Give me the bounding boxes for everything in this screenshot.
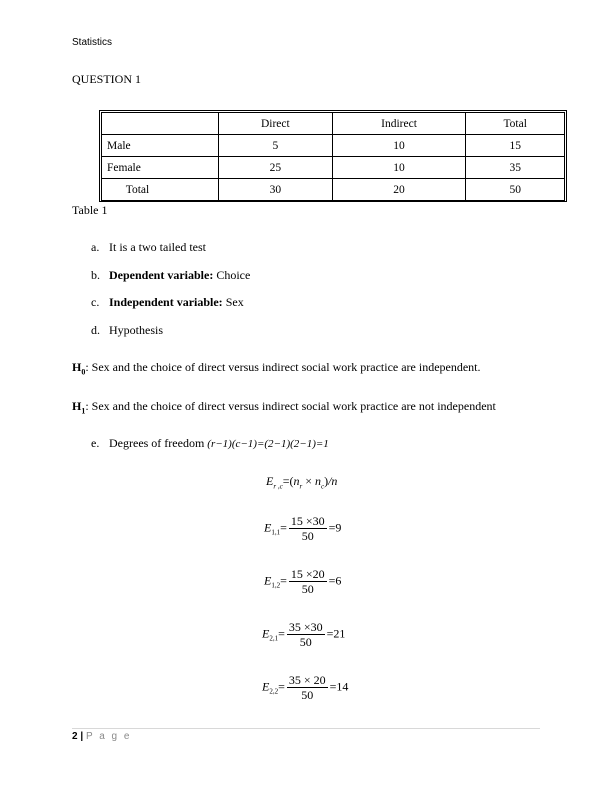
table-row-label: Female [102, 157, 219, 179]
table-cell: 15 [466, 135, 565, 157]
list-marker: d. [91, 323, 100, 337]
table-cell: 10 [332, 135, 466, 157]
list-item [91, 268, 250, 283]
fraction-numerator: 15 ×30 [290, 514, 325, 528]
null-hypothesis [72, 360, 481, 376]
fraction-denominator: 50 [301, 529, 314, 543]
table-cell: 5 [219, 135, 333, 157]
table-header-cell: Direct [219, 113, 333, 135]
list-item-text: Hypothesis [109, 323, 163, 337]
equation-fraction [287, 620, 325, 649]
fraction-numerator: 35 × 20 [288, 673, 326, 687]
expected-value-equation: $E_{2,2}=$ $\frac{35 \times 20}{50}$ =14 [262, 673, 349, 702]
list-item-text: Choice [213, 268, 251, 282]
equation-result: =21 [326, 626, 346, 641]
table-header-cell: Total [466, 113, 565, 135]
page-word: P a g e [85, 731, 132, 742]
list-marker: a. [91, 240, 100, 254]
df-formula: (r−1)(c−1)=(2−1)(2−1)=1 [207, 438, 329, 450]
fraction-numerator: 35 ×30 [288, 620, 323, 634]
formula-symbol: n [314, 474, 321, 488]
hypothesis-text: : Sex and the choice of direct versus indirect social work practice are not independent [85, 399, 496, 413]
footer-separator: | [80, 731, 84, 742]
list-item [91, 295, 244, 310]
table-header-row [102, 113, 565, 135]
page-footer [72, 731, 131, 742]
fraction-denominator: 50 [301, 582, 314, 596]
formula-subscript: r [299, 482, 303, 491]
list-marker: e. [91, 436, 100, 450]
list-item [91, 323, 163, 338]
equation-fraction [289, 514, 327, 543]
equation-subscript: 1,1 [271, 528, 281, 537]
table-row-label: Total [102, 179, 219, 201]
equation-fraction [289, 567, 327, 596]
equation-result: =14 [329, 679, 349, 694]
list-item-text: Degrees of freedom [109, 436, 205, 450]
contingency-table [99, 110, 567, 202]
hypothesis-label: H [72, 360, 82, 374]
hypothesis-subscript: 1 [81, 406, 86, 416]
table-row-label: Male [102, 135, 219, 157]
equation-symbol: E [264, 520, 272, 535]
equation-subscript: 2,2 [269, 687, 279, 696]
alternative-hypothesis [72, 399, 496, 415]
table-header-cell: Indirect [332, 113, 466, 135]
table-row [102, 179, 565, 201]
hypothesis-text: : Sex and the choice of direct versus indirect social work practice are independent. [85, 360, 481, 374]
list-item [91, 240, 206, 255]
equation-result: =6 [328, 573, 342, 588]
fraction-numerator: 15 ×20 [290, 567, 325, 581]
expected-value-equation: $E_{1,2}=$ $\frac{15 \times 20}{50}$ =6 [264, 567, 342, 596]
table-cell: 50 [466, 179, 565, 201]
list-marker: b. [91, 268, 100, 282]
formula-subscript: r ,c [273, 482, 283, 491]
list-item-label: Independent variable: [109, 295, 223, 309]
table-cell: 20 [332, 179, 466, 201]
formula-subscript: c [320, 482, 325, 491]
hypothesis-subscript: 0 [81, 367, 86, 377]
equation-symbol: E [262, 626, 270, 641]
table-header-cell [102, 113, 219, 135]
equation-symbol: E [262, 679, 270, 694]
page-header: Statistics [72, 37, 113, 48]
equation-symbol: E [264, 573, 272, 588]
hypothesis-label: H [72, 399, 82, 413]
list-item-text: Sex [222, 295, 244, 309]
formula-tail: /n [328, 474, 338, 488]
table-cell: 35 [466, 157, 565, 179]
list-marker: c. [91, 295, 100, 309]
table-cell: 10 [332, 157, 466, 179]
equation-fraction [287, 673, 328, 702]
list-item-label: Dependent variable: [109, 268, 214, 282]
fraction-denominator: 50 [301, 688, 314, 702]
table-row [102, 135, 565, 157]
footer-divider [72, 728, 540, 729]
list-item [91, 436, 329, 451]
equation-subscript: 2,1 [269, 634, 279, 643]
expected-value-equation: $E_{2,1}=$ $\frac{35 \times 30}{50}$ =21 [262, 620, 346, 649]
formula-symbol: n [293, 474, 300, 488]
formula-symbol: E [266, 474, 274, 488]
expected-formula: $E_{r ,c}=(n_r \times n_c)/n$ [266, 474, 338, 491]
table-caption: Table 1 [72, 203, 108, 217]
fraction-denominator: 50 [299, 635, 312, 649]
list-item-text: It is a two tailed test [109, 240, 206, 254]
equation-subscript: 1,2 [271, 581, 281, 590]
page-number: 2 [72, 731, 78, 742]
expected-value-equation: $E_{1,1}=$ $\frac{15 \times 30}{50}$ =9 [264, 514, 342, 543]
table-row [102, 157, 565, 179]
table-cell: 25 [219, 157, 333, 179]
table-cell: 30 [219, 179, 333, 201]
equation-result: =9 [328, 520, 342, 535]
question-title: QUESTION 1 [72, 72, 141, 86]
